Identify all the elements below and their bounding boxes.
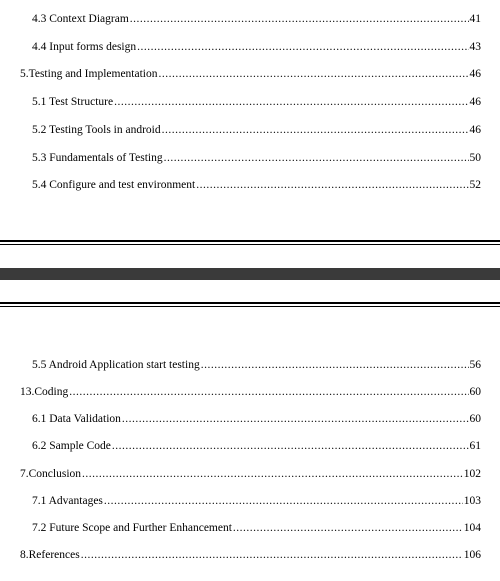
toc-entry-title: 5.2 Testing Tools in android <box>32 124 161 136</box>
toc-page-number: 41 <box>469 13 481 25</box>
dot-leader <box>158 67 468 81</box>
toc-entry[interactable] <box>32 358 481 372</box>
toc-entry[interactable] <box>32 178 481 192</box>
dot-leader <box>104 494 463 508</box>
toc-page-number: 52 <box>469 179 481 191</box>
toc-entry[interactable] <box>20 385 481 399</box>
document-page-top <box>0 0 500 240</box>
toc-entry[interactable] <box>32 494 481 508</box>
dot-leader <box>82 467 463 481</box>
dot-leader <box>112 439 469 453</box>
page-separator-bar <box>0 268 500 280</box>
toc-entry-title: 6.2 Sample Code <box>32 440 111 452</box>
toc-page-number: 106 <box>463 549 481 561</box>
dot-leader <box>233 521 463 535</box>
toc-page-number: 102 <box>463 468 481 480</box>
dot-leader <box>114 95 468 109</box>
page-separator-line <box>0 306 500 307</box>
toc-entry-title: 8.References <box>20 549 80 561</box>
toc-entry-title: 5.4 Configure and test environment <box>32 179 196 191</box>
toc-page-number: 56 <box>469 359 481 371</box>
toc-page-number: 46 <box>469 96 481 108</box>
dot-leader <box>130 12 469 26</box>
toc-entry-title: 7.2 Future Scope and Further Enhancement <box>32 522 232 534</box>
toc-entry[interactable] <box>32 412 481 426</box>
toc-page-number: 50 <box>469 152 481 164</box>
toc-entry[interactable] <box>32 12 481 26</box>
toc-page-number: 104 <box>463 522 481 534</box>
toc-entry[interactable] <box>20 548 481 562</box>
toc-page-number: 46 <box>469 124 481 136</box>
toc-entry-title: 4.3 Context Diagram <box>32 13 129 25</box>
dot-leader <box>196 178 468 192</box>
toc-entry-title: 7.1 Advantages <box>32 495 103 507</box>
toc-entry-title: 6.1 Data Validation <box>32 413 121 425</box>
dot-leader <box>164 151 469 165</box>
toc-entry[interactable] <box>32 40 481 54</box>
toc-page-number: 60 <box>469 386 481 398</box>
toc-page-number: 60 <box>469 413 481 425</box>
toc-page-number: 61 <box>469 440 481 452</box>
dot-leader <box>162 123 469 137</box>
dot-leader <box>69 385 468 399</box>
toc-page-number: 46 <box>469 68 481 80</box>
toc-entry-title: 5.5 Android Application start testing <box>32 359 200 371</box>
page-separator-line <box>0 244 500 245</box>
dot-leader <box>122 412 469 426</box>
dot-leader <box>201 358 469 372</box>
toc-entry-title: 13.Coding <box>20 386 69 398</box>
page-separator-line <box>0 240 500 242</box>
toc-entry[interactable] <box>32 95 481 109</box>
toc-entry[interactable] <box>20 467 481 481</box>
toc-entry-title: 4.4 Input forms design <box>32 41 137 53</box>
toc-entry[interactable] <box>20 67 481 81</box>
toc-entry[interactable] <box>32 439 481 453</box>
toc-entry-title: 5.Testing and Implementation <box>20 68 158 80</box>
toc-page-number: 43 <box>469 41 481 53</box>
toc-entry[interactable] <box>32 123 481 137</box>
dot-leader <box>81 548 463 562</box>
dot-leader <box>137 40 468 54</box>
toc-entry-title: 5.3 Fundamentals of Testing <box>32 152 163 164</box>
page-separator-line <box>0 302 500 304</box>
document-page-bottom <box>0 308 500 581</box>
toc-entry[interactable] <box>32 521 481 535</box>
toc-entry[interactable] <box>32 151 481 165</box>
toc-page-number: 103 <box>463 495 481 507</box>
toc-entry-title: 5.1 Test Structure <box>32 96 114 108</box>
toc-entry-title: 7.Conclusion <box>20 468 82 480</box>
